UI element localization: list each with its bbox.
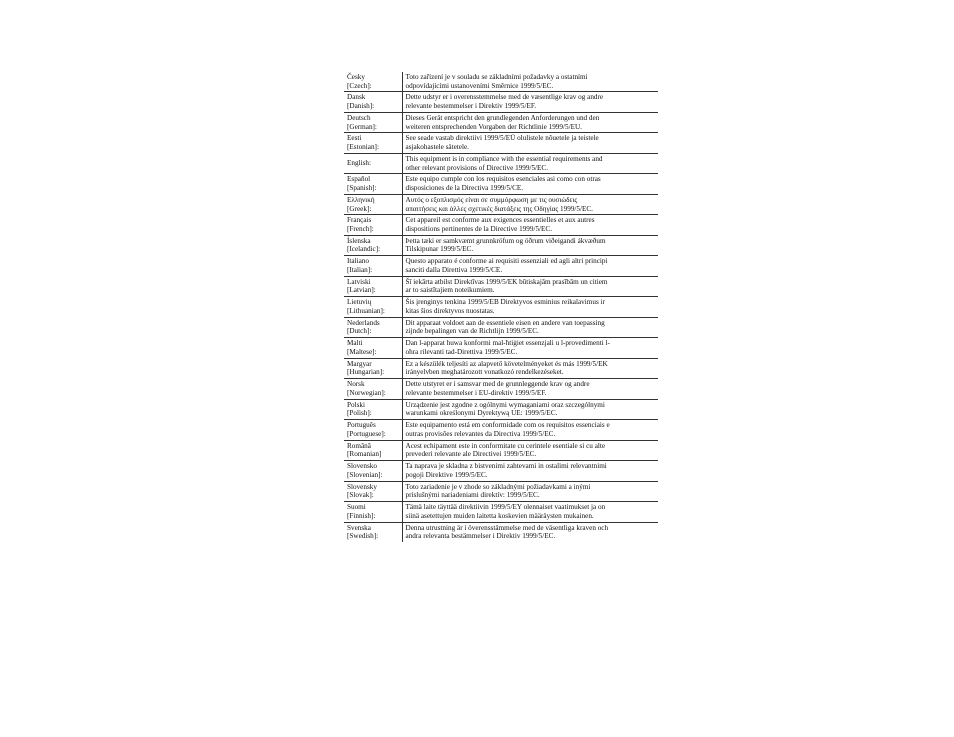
declaration-text-cell xyxy=(402,276,658,296)
language-label: [Romanian] xyxy=(347,450,382,459)
declaration-text-line: warunkami określonymi Dyrektywą UE: 1999/5/EC. xyxy=(405,409,558,418)
language-label: [German]: xyxy=(347,122,377,131)
language-label: [Danish]: xyxy=(347,102,375,111)
language-cell xyxy=(344,522,402,542)
language-label: Íslenska xyxy=(347,236,371,245)
declaration-text-line: ar to saistītajiem noteikumiem. xyxy=(405,286,495,295)
table-row xyxy=(344,72,658,92)
language-label: Margyar xyxy=(347,359,372,368)
table-row xyxy=(344,174,658,194)
language-cell xyxy=(344,133,402,153)
declaration-text-cell xyxy=(402,92,658,112)
table-row xyxy=(344,235,658,255)
language-label: [Estonian]: xyxy=(347,143,379,152)
declaration-text-cell xyxy=(402,420,658,440)
language-label: Lietuvių xyxy=(347,298,372,307)
declaration-text-line: See seade vastab direktiivi 1999/5/EÜ olulistele nõuetele ja teistele xyxy=(405,134,599,143)
language-cell xyxy=(344,174,402,194)
table-row xyxy=(344,297,658,317)
declaration-text-cell xyxy=(402,256,658,276)
language-label: Norsk xyxy=(347,380,365,389)
language-cell xyxy=(344,338,402,358)
language-label: Eesti xyxy=(347,134,362,143)
declaration-text-cell xyxy=(402,194,658,214)
language-cell xyxy=(344,215,402,235)
declaration-text-line: relevante bestemmelser i EU-direktiv 1999/5/EF. xyxy=(405,388,547,397)
language-cell xyxy=(344,235,402,255)
declaration-text-cell xyxy=(402,399,658,419)
language-label: Slovensko xyxy=(347,462,377,471)
declaration-text-line: kitas šios direktyvos nuostatas. xyxy=(405,306,495,315)
language-label: Ελληνική xyxy=(347,195,375,204)
table-row xyxy=(344,461,658,481)
declaration-text-line: This equipment is in compliance with the essential requirements and xyxy=(405,154,603,163)
declaration-text-line: Cet appareil est conforme aux exigences essentielles et aux autres xyxy=(405,216,595,225)
table-row xyxy=(344,502,658,522)
declaration-text-line: Šī iekārta atbilst Direktīvas 1999/5/EK būtiskajām prasībām un citiem xyxy=(405,277,608,286)
declaration-text-line: Este equipamento está em conformidade com os requisitos essenciais e xyxy=(405,421,610,430)
language-cell xyxy=(344,461,402,481)
declaration-text-line: irányelvben meghatározott vonatkozó rendelkezéseket. xyxy=(405,368,564,377)
language-label: [Portuguese]: xyxy=(347,429,386,438)
declaration-text-line: απαιτήσεις και άλλες σχετικές διατάξεις της Οδηγίας 1999/5/EC. xyxy=(405,204,593,213)
language-label: Nederlands xyxy=(347,318,380,327)
language-cell xyxy=(344,256,402,276)
declaration-text-cell xyxy=(402,112,658,132)
language-cell xyxy=(344,194,402,214)
language-label: [Maltese]: xyxy=(347,347,377,356)
language-cell xyxy=(344,92,402,112)
table-row xyxy=(344,420,658,440)
language-label: Română xyxy=(347,441,371,450)
language-cell xyxy=(344,317,402,337)
declaration-text-cell xyxy=(402,133,658,153)
declaration-text-line: Este equipo cumple con los requisitos esenciales asi como con otras xyxy=(405,175,601,184)
declaration-text-line: Ta naprava je skladna z bistvenimi zahtevami in ostalimi relevantnimi xyxy=(405,462,607,471)
language-label: English: xyxy=(347,159,371,168)
declaration-text-line: odpovídajícími ustanoveními Směrnice 1999/5/EC. xyxy=(405,81,554,90)
declaration-text-cell xyxy=(402,153,658,173)
declaration-text-cell xyxy=(402,297,658,317)
declaration-of-conformity-table xyxy=(344,72,658,542)
language-label: [Greek]: xyxy=(347,204,372,213)
table-row xyxy=(344,215,658,235)
declaration-text-line: prevederi relevante ale Directivei 1999/5/EC. xyxy=(405,450,537,459)
table-row xyxy=(344,194,658,214)
table-row xyxy=(344,440,658,460)
language-label: [Norwegian]: xyxy=(347,388,386,397)
language-cell xyxy=(344,153,402,173)
declaration-text-line: príslušnými nariadeniami direktív: 1999/5/EC. xyxy=(405,491,540,500)
declaration-text-cell xyxy=(402,174,658,194)
table-row xyxy=(344,92,658,112)
language-label: Suomi xyxy=(347,503,366,512)
language-label: [Dutch]: xyxy=(347,327,372,336)
declaration-text-line: Urządzenie jest zgodne z ogólnymi wymaganiami oraz szczególnymi xyxy=(405,400,605,409)
declaration-text-line: siinä asetettujen muiden laitetta koskevien määräysten mukainen. xyxy=(405,511,594,520)
table-row xyxy=(344,276,658,296)
language-label: [Lithuanian]: xyxy=(347,306,385,315)
declaration-text-cell xyxy=(402,440,658,460)
declaration-text-line: Þetta tæki er samkvæmt grunnkröfum og öðrum viðeigandi ákvæðum xyxy=(405,236,606,245)
declaration-text-cell xyxy=(402,481,658,501)
language-cell xyxy=(344,420,402,440)
language-label: [Icelandic]: xyxy=(347,245,381,254)
declaration-text-cell xyxy=(402,358,658,378)
declaration-text-line: dispositions pertinentes de la Directive 1999/5/EC. xyxy=(405,224,553,233)
declaration-text-line: oħra rilevanti tad-Direttiva 1999/5/EC. xyxy=(405,347,518,356)
declaration-text-cell xyxy=(402,317,658,337)
declaration-text-cell xyxy=(402,72,658,92)
language-label: [Polish]: xyxy=(347,409,372,418)
declaration-text-line: Dit apparaat voldoet aan de essentiele eisen en andere van toepassing xyxy=(405,318,605,327)
declaration-text-line: Denna utrustning är i överensstämmelse med de väsentliga kraven och xyxy=(405,523,609,532)
language-cell xyxy=(344,358,402,378)
language-label: Deutsch xyxy=(347,113,371,122)
language-label: [Hungarian]: xyxy=(347,368,385,377)
declaration-text-line: Tilskipunar 1999/5/EC. xyxy=(405,245,474,254)
language-cell xyxy=(344,276,402,296)
language-label: Latviski xyxy=(347,277,371,286)
declaration-text-line: disposiciones de la Directiva 1999/5/CE. xyxy=(405,184,524,193)
language-label: Česky xyxy=(347,73,365,81)
declaration-text-cell xyxy=(402,461,658,481)
language-label: [Latvian]: xyxy=(347,286,376,295)
declaration-text-cell xyxy=(402,379,658,399)
declaration-text-line: andra relevanta bestämmelser i Direktiv 1999/5/EC. xyxy=(405,532,556,541)
declaration-rows xyxy=(344,72,658,542)
declaration-text-line: Αυτός ο εξοπλισμός είναι σε συμμόρφωση με τις ουσιώδεις xyxy=(405,195,578,204)
language-label: Dansk xyxy=(347,93,366,102)
declaration-text-line: Tämä laite täyttää direktiivin 1999/5/EY olennaiset vaatimukset ja on xyxy=(405,503,606,512)
table-row xyxy=(344,133,658,153)
declaration-text-line: pogoji Direktive 1999/5/EC. xyxy=(405,470,488,479)
language-label: Polski xyxy=(347,400,365,409)
declaration-text-line: weiteren entsprechenden Vorgaben der Richtlinie 1999/5/EU. xyxy=(405,122,582,131)
language-cell xyxy=(344,379,402,399)
language-cell xyxy=(344,481,402,501)
declaration-text-cell xyxy=(402,235,658,255)
table-row xyxy=(344,399,658,419)
declaration-text-cell xyxy=(402,502,658,522)
language-cell xyxy=(344,399,402,419)
language-label: Slovensky xyxy=(347,482,377,491)
table-row xyxy=(344,112,658,132)
declaration-text-line: other relevant provisions of Directive 1999/5/EC. xyxy=(405,163,549,172)
language-cell xyxy=(344,297,402,317)
declaration-text-line: Dan l-apparat huwa konformi mal-ħtiġiet essenzjali u l-provedimenti l- xyxy=(405,339,610,348)
language-cell xyxy=(344,502,402,522)
table-row xyxy=(344,153,658,173)
language-label: Español xyxy=(347,175,371,184)
declaration-text-line: Dieses Gerät entspricht den grundlegenden Anforderungen und den xyxy=(405,113,600,122)
declaration-text-cell xyxy=(402,215,658,235)
language-cell xyxy=(344,112,402,132)
declaration-text-line: Šis įrenginys tenkina 1999/5/EB Direktyvos esminius reikalavimus ir xyxy=(405,298,605,307)
declaration-text-line: outras provisões relevantes da Directiva 1999/5/EC. xyxy=(405,429,556,438)
declaration-text-line: Dette udstyr er i overensstemmelse med de væsentlige krav og andre xyxy=(405,93,604,102)
declaration-text-line: Toto zariadenie je v zhode so základnými požiadavkami a inými xyxy=(405,482,591,491)
declaration-text-line: Acest echipament este in conformitate cu cerintele esentiale si cu alte xyxy=(405,441,606,450)
language-label: Português xyxy=(347,421,376,430)
declaration-text-line: Ez a készülék teljesíti az alapvető követelményeket és más 1999/5/EK xyxy=(405,359,608,368)
language-label: [Swedish]: xyxy=(347,532,379,541)
language-label: Français xyxy=(347,216,372,225)
language-label: [Slovak]: xyxy=(347,491,374,500)
declaration-text-line: relevante bestemmelser i Direktiv 1999/5/EF. xyxy=(405,102,537,111)
table-row xyxy=(344,481,658,501)
language-label: Malti xyxy=(347,339,363,348)
language-cell xyxy=(344,440,402,460)
table-row xyxy=(344,522,658,542)
declaration-text-line: Toto zařízení je v souladu se základními požadavky a ostatními xyxy=(405,73,588,81)
language-label: Svenska xyxy=(347,523,371,532)
declaration-text-cell xyxy=(402,338,658,358)
table-row xyxy=(344,256,658,276)
table-row xyxy=(344,338,658,358)
declaration-text-line: asjakohastele sätetele. xyxy=(405,143,469,152)
table-row xyxy=(344,379,658,399)
language-label: [Italian]: xyxy=(347,265,373,274)
language-label: Italiano xyxy=(347,257,369,266)
table-row xyxy=(344,317,658,337)
language-label: [Spanish]: xyxy=(347,184,377,193)
declaration-text-line: Dette utstyret er i samsvar med de grunnleggende krav og andre xyxy=(405,380,590,389)
declaration-text-line: zijnde bepalingen van de Richtlijn 1999/5/EC. xyxy=(405,327,539,336)
language-label: [French]: xyxy=(347,224,374,233)
declaration-text-cell xyxy=(402,522,658,542)
table-row xyxy=(344,358,658,378)
language-cell xyxy=(344,72,402,92)
language-label: [Czech]: xyxy=(347,81,372,90)
language-label: [Finnish]: xyxy=(347,511,376,520)
language-label: [Slovenian]: xyxy=(347,470,383,479)
declaration-text-line: sanciti dalla Direttiva 1999/5/CE. xyxy=(405,265,503,274)
declaration-text-line: Questo apparato é conforme ai requisiti essenziali ed agli altri principi xyxy=(405,257,608,266)
